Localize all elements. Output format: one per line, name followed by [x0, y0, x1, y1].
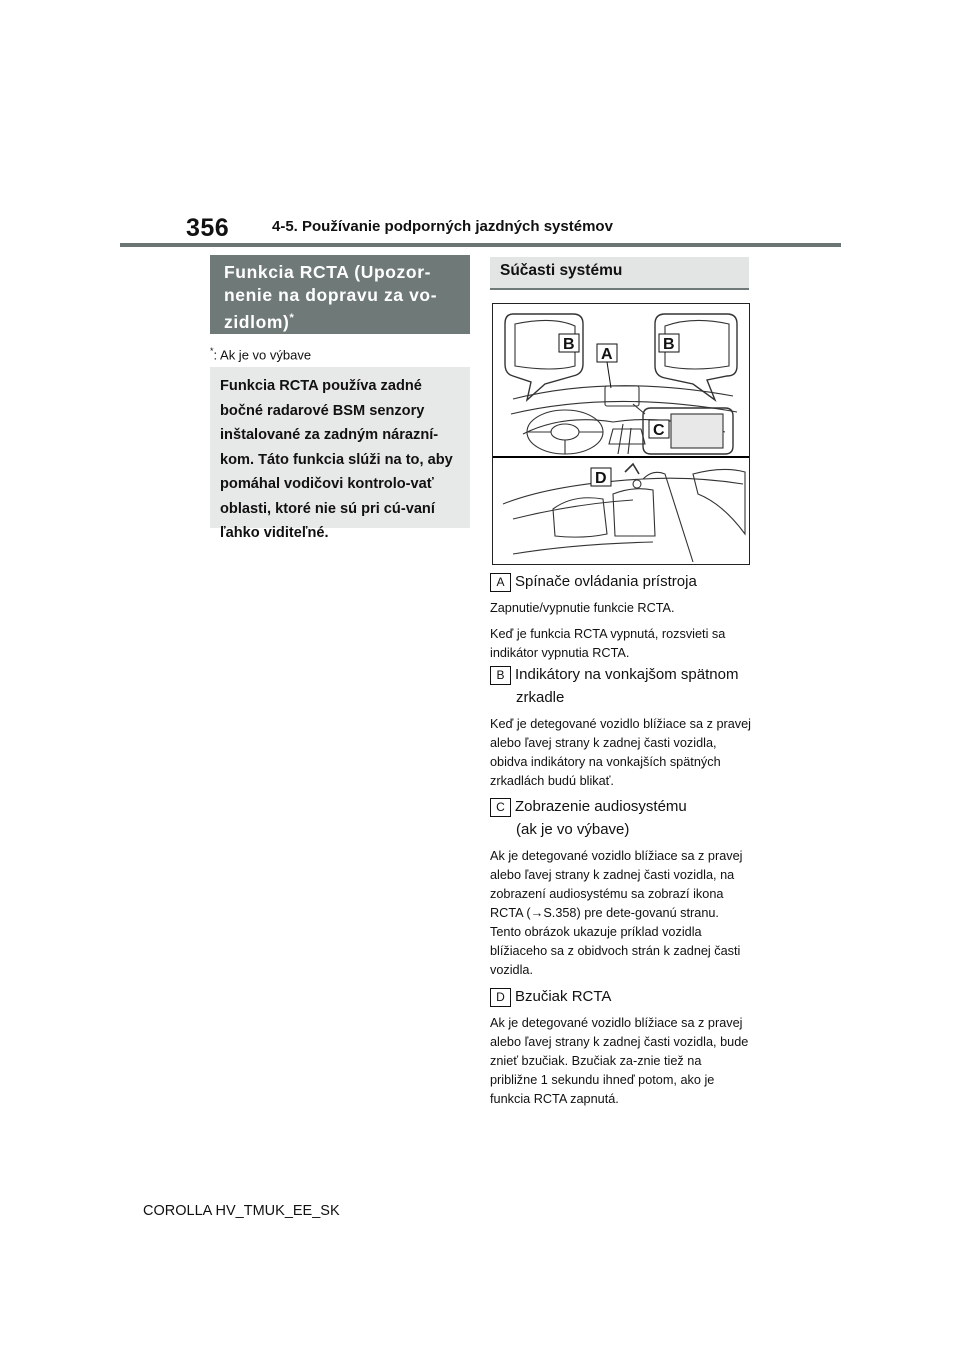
chapter-title: 4-5. Používanie podporných jazdných systémov: [272, 218, 613, 235]
item-c: [490, 795, 752, 987]
item-a-heading: [490, 570, 752, 593]
item-c-title-cont: (ak je vo výbave): [516, 821, 630, 838]
item-a-paragraph: Keď je funkcia RCTA vypnutá, rozsvieti sa indikátor vypnutia RCTA.: [490, 627, 726, 660]
item-b-heading: [490, 663, 752, 709]
footnote-text: : Ak je vo výbave: [213, 347, 312, 363]
components-illustration: [493, 304, 749, 564]
callout-d: D: [595, 470, 607, 487]
document-code: COROLLA HV_TMUK_EE_SK: [143, 1203, 340, 1219]
item-b-title: Indikátory na vonkajšom spätnom: [515, 666, 739, 683]
item-d-body: [490, 1014, 752, 1109]
intro-text: Funkcia RCTA používa zadné bočné radarové BSM senzory inštalované za zadným nárazní-kom. Táto funkcia slúži na to, aby pomáhal vodičovi kontrolo-vať oblasti, ktoré nie sú pri cú-vaní ľahko viditeľné.: [220, 378, 453, 541]
item-d-paragraph: Ak je detegované vozidlo blížiace sa z pravej alebo ľavej strany k zadnej časti vozidla, bude znieť bzučiak. Bzučiak za-znie tiež na približne 1 sekundu ihneď potom, ako je funkcia RCTA zapnutá.: [490, 1016, 749, 1106]
item-c-badge: C: [490, 798, 511, 817]
item-c-title: Zobrazenie audiosystému: [515, 798, 687, 815]
components-section-title-text: Súčasti systému: [500, 262, 623, 279]
components-section-title: [490, 257, 749, 290]
item-d-badge: D: [490, 988, 511, 1007]
callout-b-left: B: [563, 336, 575, 353]
item-c-body: [490, 847, 752, 980]
item-b-badge: B: [490, 666, 511, 685]
item-b-body: [490, 715, 752, 791]
item-a-body: [490, 599, 752, 663]
item-c-heading: [490, 795, 752, 841]
rcta-title-mark: *: [289, 312, 295, 324]
item-a-badge: A: [490, 573, 511, 592]
item-d-title: Bzučiak RCTA: [515, 988, 612, 1005]
item-a: [490, 570, 752, 670]
item-b-title-cont: zrkadle: [516, 689, 565, 706]
footnote: [210, 346, 311, 362]
item-d: [490, 985, 752, 1116]
callout-a: A: [601, 346, 613, 363]
system-components-figure: [492, 303, 750, 565]
page-number: 356: [186, 214, 230, 242]
rcta-section-title-text: Funkcia RCTA (Upozor-nenie na dopravu za vo-zidlom): [224, 262, 438, 332]
item-d-heading: [490, 985, 752, 1008]
callout-c: C: [653, 422, 665, 439]
header-rule: [120, 243, 841, 247]
item-a-paragraph: Zapnutie/vypnutie funkcie RCTA.: [490, 601, 675, 615]
intro-box: [210, 367, 470, 541]
callout-b-right: B: [663, 336, 675, 353]
item-c-paragraph: Ak je detegované vozidlo blížiace sa z pravej alebo ľavej strany k zadnej časti vozidla, na zobrazení audiosystému sa zobrazí ikona RCTA (→S.358) pre dete-govanú stranu. Tento obrázok ukazuje príklad vozidla blížiaceho sa z obidvoch strán k zadnej časti vozidla.: [490, 849, 743, 977]
item-b-paragraph: Keď je detegované vozidlo blížiace sa z pravej alebo ľavej strany k zadnej časti vozidla, obidva indikátory na vonkajších spätných zrkadlách budú blikať.: [490, 717, 751, 788]
item-a-title: Spínače ovládania prístroja: [515, 573, 697, 590]
rcta-section-title: [210, 255, 470, 334]
footnote-mark: *: [210, 346, 214, 356]
item-b: [490, 663, 752, 798]
